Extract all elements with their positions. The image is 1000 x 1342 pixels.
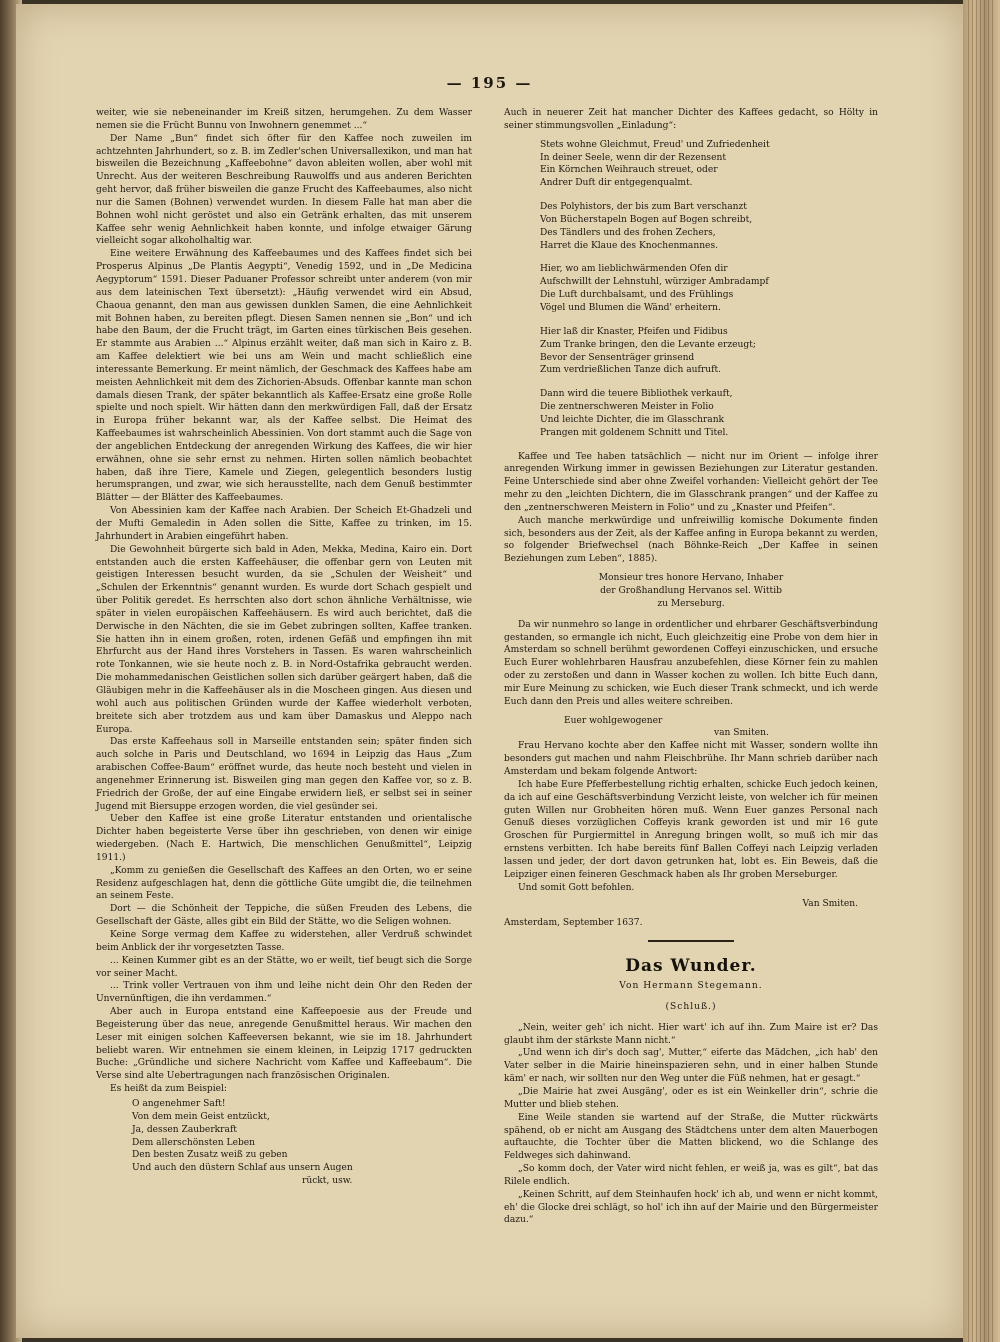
verse-line: Stets wohne Gleichmut, Freud' und Zufriedenheit xyxy=(540,139,770,150)
letter-paragraph: Und somit Gott befohlen. xyxy=(518,882,635,893)
verse-line: Des Polyhistors, der bis zum Bart verschanzt xyxy=(540,202,747,213)
poem-stanza xyxy=(540,263,878,314)
verse-line: Dann wird die teuere Bibliothek verkauft, xyxy=(540,389,733,400)
verse-line: Prangen mit goldenem Schnitt und Titel. xyxy=(540,427,729,438)
paragraph: ... Trink voller Vertrauen von ihm und leihe nicht dein Ohr den Reden der Unvernünftigen, die ihn verdammen.“ xyxy=(96,981,472,1005)
story-part-label: (Schluß.) xyxy=(665,1001,717,1012)
hoelty-poem xyxy=(540,139,878,440)
verse-line: Und auch den düstern Schlaf aus unsern Augen xyxy=(132,1163,353,1174)
story-paragraph: Eine Weile standen sie wartend auf der Straße, die Mutter rückwärts spähend, ob er nicht am Ausgang des Städtchens unter dem alten Mauerbogen auftauchte, die Tochter über die Matten blickend, wo die Schlange des Feldweges sich dahinwand. xyxy=(504,1112,878,1162)
letter-paragraph: Ich habe Eure Pfefferbestellung richtig erhalten, schicke Euch jedoch keinen, da ich auf eine Geschäftsverbindung Verzicht leiste, von welcher ich für meinen guten Willen nur Grobheiten hören muß. Wenn Euer ganzes Personal nach Genuß dieses vorzüglichen Coffeyis krank geworden ist und mir 16 gute Groschen für Purgiermittel in Anregung bringen wollt, so muß ich mir das ernstens verbitten. Ich habe bereits fünf Ballen Coffeyi nach Leipzig verladen lassen und jeder, der dort davon getrunken hat, lobt es. Ein Beweis, daß die Leipziger einen feineren Geschmack haben als Ihr groben Merseburger. xyxy=(504,779,878,880)
verse-line: Zum Tranke bringen, den die Levante erzeugt; xyxy=(540,339,756,350)
verse-line: Vögel und Blumen die Wänd' erheitern. xyxy=(540,302,721,313)
paragraph: Von Abessinien kam der Kaffee nach Arabien. Der Scheich Et-Ghadzeli und der Mufti Gemaledin in Aden sollen die Sitte, Kaffee zu trinken, im 15. Jahrhundert in Arabien eingeführt haben. xyxy=(96,506,472,542)
poem-stanza xyxy=(540,139,878,190)
story-author: Von Hermann Stegemann. xyxy=(619,981,763,992)
paragraph: Der Name „Bun“ findet sich öfter für den Kaffee noch zuweilen im achtzehnten Jahrhundert, so z. B. im Zedler'schen Universallexikon, und man hat bisweilen die Bezeichnung „Kaffeebohne“ davon ableiten wollen, aber wohl mit Unrecht. Aus der weiteren Beschreibung Rauwolffs und aus anderen Berichten geht hervor, daß früher bisweilen die ganze Frucht des Kaffeebaumes, also nicht nur die Samen (Bohnen) verwendet wurden. In diesem Falle hat man aber die Bohnen wohl nicht geröstet und also ein Getränk erhalten, das mit unserem Kaffee sehr wenig Aehnlichkeit haben konnte, und infolge etwaiger Gärung vielleicht sogar alkoholhaltig war. xyxy=(96,133,472,247)
verse-line: O angenehmer Saft! xyxy=(132,1098,226,1109)
verse-line: Ja, dessen Zauberkraft xyxy=(132,1124,237,1135)
verse-line: Die zentnerschweren Meister in Folio xyxy=(540,402,714,413)
paragraph: Die Gewohnheit bürgerte sich bald in Aden, Mekka, Medina, Kairo ein. Dort entstanden auch die ersten Kaffeehäuser, die offenbar gern von Leuten mit geistigen Interessen besucht wurden, da sie „Schulen der Weisheit“ und „Schulen der Erkenntnis“ genannt wurden. Es wurde dort Schach gespielt und über Politik geredet. Es herrschten also dort schon ähnliche Verhältnisse, wie später in vielen europäischen Kaffeehäusern. Es wird auch berichtet, daß die Derwische in den Nächten, die sie im Gebet zubringen sollten, Kaffee tranken. Sie hatten ihn in einem großen, roten, irdenen Gefäß und empfingen ihn mit Ehrfurcht aus der Hand ihres Vorstehers in Tassen. Es waren wahrscheinlich rote Tonkannen, wie sie heute noch z. B. in Nord-Ostafrika gebraucht werden. Die mohammedanischen Geistlichen sollen sich darüber geärgert haben, daß die Gläubigen mehr in die Kaffeehäuser als in die Moscheen gingen. Aus diesen und wohl auch aus politischen Gründen wurde der Kaffee wiederholt verboten, breitete sich aber trotzdem aus und kam über Damaskus und Aleppo nach Europa. xyxy=(96,544,472,735)
letter-paragraph: Da wir nunmehro so lange in ordentlicher und ehrbarer Geschäftsverbindung gestanden, so ermangle ich nicht, Euch gleichzeitig eine Probe von dem hier in Amsterdam so schnell berühmt gewordenen Coffeyi einzuschicken, und ersuche Euch Eurer wohlehrbaren Hausfrau anzubefehlen, diese Körner fein zu mahlen oder zu zerstoßen und dann in Wasser kochen zu wollen. Ich bitte Euch dann, mir Eure Meinung zu schicken, wie Euch dieser Trank schmeckt, und ich werde Euch dann den Preis und alles weitere schreiben. xyxy=(504,619,878,707)
poem-stanza xyxy=(540,388,878,439)
verse-line: Dem allerschönsten Leben xyxy=(132,1137,256,1148)
story-paragraph: „Und wenn ich dir's doch sag', Mutter,“ eiferte das Mädchen, „ich hab' den Vater selber in die Mairie hineinspazieren sehn, und in einer halben Stunde käm' er nach, wir sollten nur den Weg unter die Füß nehmen, hat er gesagt.“ xyxy=(504,1048,878,1085)
paragraph: Keine Sorge vermag dem Kaffee zu widerstehen, aller Verdruß schwindet beim Anblick der ihr vorgesetzten Tasse. xyxy=(96,930,472,953)
paragraph: Auch manche merkwürdige und unfreiwillig komische Dokumente finden sich, besonders aus der Zeit, als der Kaffee anfing in Europa bekannt zu werden, so folgender Briefwechsel (nach Böhnke-Reich „Der Kaffee in seinen Beziehungen zum Leben“, 1885). xyxy=(504,515,879,565)
paragraph: „Komm zu genießen die Gesellschaft des Kaffees an den Orten, wo er seine Residenz aufgeschlagen hat, denn die göttliche Güte umgibt die, die teilnehmen an seinem Feste. xyxy=(96,865,472,902)
verse-line: Andrer Duft dir entgegenqualmt. xyxy=(540,178,693,189)
letter-greeting: Euer wohlgewogener xyxy=(564,715,663,726)
newspaper-page xyxy=(16,4,963,1338)
verse-line: Ein Körnchen Weihrauch streuet, oder xyxy=(540,165,718,176)
right-column xyxy=(504,107,878,1227)
story-paragraph: „Keinen Schritt, auf dem Steinhaufen hock' ich ab, und wenn er nicht kommt, eh' die Glocke drei schlägt, so hol' ich ihn auf der Mairie und den Bürgermeister dazu.“ xyxy=(504,1189,878,1226)
letter-dateline: Amsterdam, September 1637. xyxy=(504,918,643,929)
story-paragraph: „So komm doch, der Vater wird nicht fehlen, er weiß ja, was es gilt“, bat das Rilele endlich. xyxy=(504,1164,878,1187)
story-paragraph: „Die Mairie hat zwei Ausgäng', oder es ist ein Weinkeller drin“, schrie die Mutter und blieb stehen. xyxy=(504,1087,878,1110)
paragraph: Kaffee und Tee haben tatsächlich — nicht nur im Orient — infolge ihrer anregenden Wirkung immer in gewissen Beziehungen zur Literatur gestanden. Feine Unterschiede sind aber ohne Zweifel vorhanden: Vielleicht gehört der Tee mehr zu den „leichten Dichtern, die im Glasschrank prangen“ und der Kaffee zu den „zentnerschweren Meistern in Folio“ und zu „Knaster und Pfeifen“. xyxy=(504,451,878,513)
address-line: zu Merseburg. xyxy=(657,598,725,609)
letter-closing xyxy=(504,715,878,741)
paragraph: Es heißt da zum Beispiel: xyxy=(110,1084,227,1095)
paragraph: Auch in neuerer Zeit hat mancher Dichter des Kaffees gedacht, so Hölty in seiner stimmungsvollen „Einladung“: xyxy=(504,108,878,131)
poem-stanza xyxy=(540,201,878,252)
letter-signature: van Smiten. xyxy=(714,728,769,739)
address-line: der Großhandlung Hervanos sel. Wittib xyxy=(600,586,782,596)
verse-line: In deiner Seele, wenn dir der Rezensent xyxy=(540,152,726,163)
verse-line: Die Luft durchbalsamt, und des Frühlings xyxy=(540,290,734,301)
verse-line: rückt, usw. xyxy=(302,1176,353,1187)
letter-address xyxy=(504,572,878,611)
story-paragraph: „Nein, weiter geh' ich nicht. Hier wart' ich auf ihn. Zum Maire ist er? Das glaubt ihm der stärkste Mann nicht.“ xyxy=(504,1022,878,1046)
paragraph: ... Keinen Kummer gibt es an der Stätte, wo er weilt, tief beugt sich die Sorge vor seiner Macht. xyxy=(96,955,472,979)
paragraph: Eine weitere Erwähnung des Kaffeebaumes und des Kaffees findet sich bei Prosperus Alpinus „De Plantis Aegypti“, Venedig 1592, und in „De Medicina Aegyptorum“ 1591. Dieser Paduaner Professor schreibt unter anderem (von mir aus dem lateinischen Text übersetzt): „Häufig verwendet wird ein Absud, Chaoua genannt, den man aus gewissen dunklen Samen, die eine Aehnlichkeit mit Bohnen haben, zu bereiten pflegt. Diesen Samen nennen sie „Bon“ und ich habe den Baum, der die Frucht trägt, im Garten eines türkischen Beis gesehen. Er stammte aus Arabien ...“ Alpinus erzählt weiter, daß man sich in Kairo z. B. am Kaffee delektiert wie bei uns am Wein und macht schließlich eine interessante Bemerkung. Er meint nämlich, der Geschmack des Kaffees habe am meisten Aehnlichkeit mit dem des Zichorien-Absuds. Offenbar kannte man schon damals diesen Trank, der später bekanntlich als Kaffee-Ersatz eine große Rolle spielte und noch spielt. Wir hätten dann den merkwürdigen Fall, daß der Ersatz in Europa früher bekannt war, als der Kaffee selbst. Die Heimat des Kaffeebaumes ist wahrscheinlich Abessinien. Von dort stammt auch die Sage von der angeblichen Entdeckung der anregenden Wirkung des Kaffees, die wir hier erwähnen, ohne sie sehr ernst zu nehmen. Hirten sollen nämlich beobachtet haben, daß ihre Tiere, Kamele und Ziegen, gelegentlich besonders lustig herumsprangen, und zwar, wie sich herausstellte, nach dem Genuß bestimmter Blätter — der Blätter des Kaffeebaumes. xyxy=(96,249,472,504)
verse-line: Des Tändlers und des frohen Zechers, xyxy=(540,227,716,238)
verse-line: Aufschwillt der Lehnstuhl, würziger Ambradampf xyxy=(540,277,769,288)
address-line: Monsieur tres honore Hervano, Inhaber xyxy=(598,573,784,584)
verse-line: Von dem mein Geist entzückt, xyxy=(132,1111,270,1122)
verse-line: Und leichte Dichter, die im Glasschrank xyxy=(540,414,725,425)
page-number: — 195 — xyxy=(446,74,533,92)
paragraph: Frau Hervano kochte aber den Kaffee nicht mit Wasser, sondern wollte ihn besonders gut machen und nahm Fleischbrühe. Ihr Mann schrieb darüber nach Amsterdam und bekam folgende Antwort: xyxy=(504,741,878,777)
story-title: Das Wunder. xyxy=(625,956,757,977)
page-stack-lines xyxy=(968,0,994,1342)
section-divider xyxy=(648,940,734,942)
paragraph: weiter, wie sie nebeneinander im Kreiß sitzen, herumgehen. Zu dem Wasser nemen sie die Frücht Bunnu von Inwohnern genemmet ...“ xyxy=(96,108,472,131)
paragraph: Ueber den Kaffee ist eine große Literatur entstanden und orientalische Dichter haben begeisterte Verse über ihn geschrieben, von denen wir einige wiedergeben. (Nach E. Hartwich, Die menschlichen Genußmittel“, Leipzig 1911.) xyxy=(96,814,472,863)
verse-line: Bevor der Sensenträger grinsend xyxy=(540,352,695,363)
verse-line: Den besten Zusatz weiß zu geben xyxy=(132,1150,288,1161)
poem-stanza xyxy=(540,326,878,377)
verse-line: Hier, wo am lieblichwärmenden Ofen dir xyxy=(540,264,728,275)
verse-line: Hier laß dir Knaster, Pfeifen und Fidibus xyxy=(540,326,728,337)
verse-line: Zum verdrießlichen Tanze dich aufruft. xyxy=(540,365,722,376)
verse-line: Von Bücherstapeln Bogen auf Bogen schreibt, xyxy=(540,214,753,225)
paragraph: Aber auch in Europa entstand eine Kaffeepoesie aus der Freude und Begeisterung über das neue, anregende Genußmittel heraus. Wir machen den Leser mit einigen solchen Kaffeeversen bekannt, wie sie im 18. Jahrhundert beliebt waren. Wir entnehmen sie einem kleinen, in Leipzig 1717 gedruckten Buche: „Gründliche und sichere Nachricht vom Kaffee und Kaffeebaum“. Die Verse sind alte Uebertragungen nach französischen Originalen. xyxy=(96,1007,472,1082)
paragraph: Dort — die Schönheit der Teppiche, die süßen Freuden des Lebens, die Gesellschaft der Gäste, alles gibt ein Bild der Stätte, wo die Seligen wohnen. xyxy=(96,904,472,928)
paragraph: Das erste Kaffeehaus soll in Marseille entstanden sein; später finden sich auch solche in Paris und Deutschland, wo 1694 in Leipzig das Haus „Zum arabischen Coffee-Baum“ eröffnet wurde, das heute noch besteht und vielen in angenehmer Erinnerung ist. Bisweilen ging man gegen den Kaffee vor, so z. B. Friedrich der Große, der auf eine Eingabe erwidern ließ, er selbst sei in seiner Jugend mit Biersuppe erzogen worden, die viel gesünder sei. xyxy=(96,737,472,812)
coffee-verse xyxy=(132,1098,472,1188)
letter-signature: Van Smiten. xyxy=(802,899,858,910)
left-column xyxy=(96,107,472,1190)
verse-line: Harret die Klaue des Knochenmannes. xyxy=(540,240,718,251)
